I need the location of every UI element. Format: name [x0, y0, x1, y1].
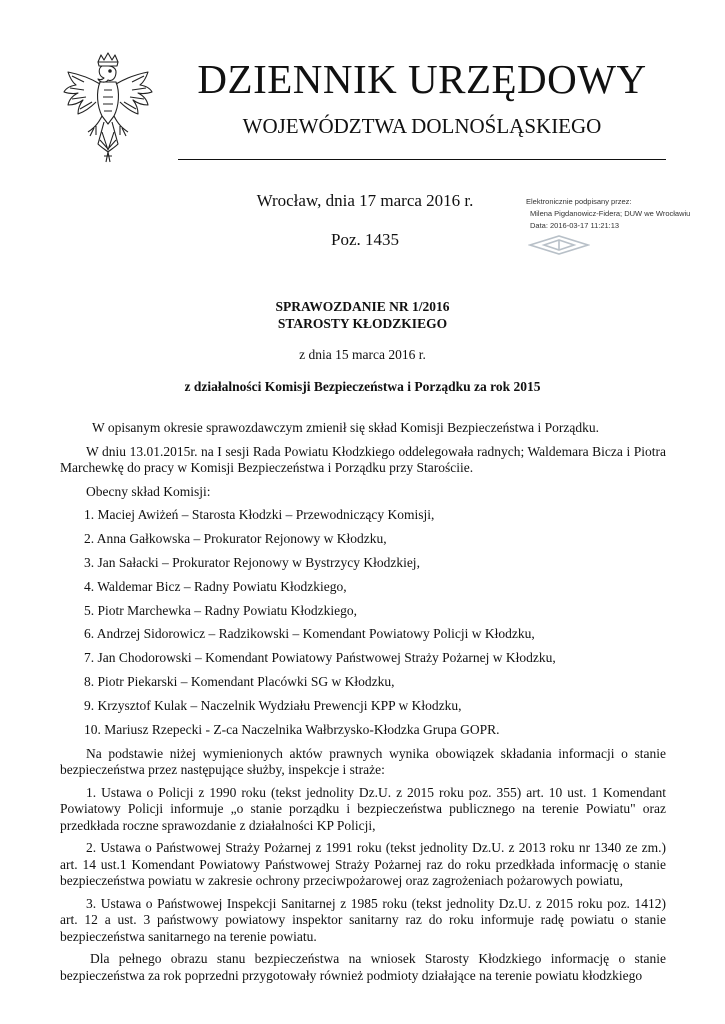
polish-eagle-emblem [60, 52, 156, 168]
paragraph-fire-service-act: 2. Ustawa o Państwowej Straży Pożarnej z 1991 roku (tekst jednolity Dz.U. z 2013 roku nr 1340 ze zm.) art. 14 ust.1 Komendant Powiatowy Państwowej Straży Pożarnej raz do roku przedkłada informację o stanie bezpieczeństwa powiatu w zakresie ochrony przeciwpożarowej oraz zagrożeniach pożarowych powiatu, [60, 840, 666, 889]
signature-signer: Milena Pigdanowicz-Fidera; DUW we Wrocławiu [530, 209, 691, 218]
masthead-divider [178, 159, 666, 160]
list-item: 10. Mariusz Rzepecki - Z-ca Naczelnika Wałbrzysko-Kłodzka Grupa GOPR. [84, 722, 500, 738]
report-subject: z działalności Komisji Bezpieczeństwa i Porządku za rok 2015 [184, 379, 541, 394]
report-date: z dnia 15 marca 2016 r. [299, 347, 426, 362]
report-title: SPRAWOZDANIE NR 1/2016 [275, 299, 450, 314]
paragraph-security-overview: Dla pełnego obrazu stanu bezpieczeństwa na wniosek Starosty Kłodzkiego informację o stanie bezpieczeństwa za rok poprzedni przygotowały również podmioty działające na terenie powiatu kłodzkiego [60, 951, 666, 983]
document-body [60, 420, 666, 984]
signature-date: Data: 2016-03-17 11:21:13 [530, 221, 620, 230]
list-item: 3. Jan Sałacki – Prokurator Rejonowy w Bystrzycy Kłodzkiej, [84, 554, 420, 570]
list-item: 7. Jan Chodorowski – Komendant Powiatowy Państwowej Straży Pożarnej w Kłodzku, [84, 650, 556, 666]
electronic-signature [526, 196, 696, 232]
signature-mark-icon [528, 234, 590, 256]
signature-label: Elektronicznie podpisany przez: [526, 197, 632, 206]
paragraph-delegation: W dniu 13.01.2015r. na I sesji Rada Powiatu Kłodzkiego oddelegowała radnych; Waldemara Bicza i Piotra Marchewkę do pracy w Komisji Bezpieczeństwa i Porządku przy Starościie. [60, 443, 666, 475]
list-item: 1. Maciej Awiżeń – Starosta Kłodzki – Przewodniczący Komisji, [84, 507, 435, 522]
list-item: 6. Andrzej Sidorowicz – Radzikowski – Komendant Powiatowy Policji w Kłodzku, [84, 626, 535, 642]
position-number: Poz. 1435 [331, 230, 399, 249]
journal-title: DZIENNIK URZĘDOWY [197, 56, 647, 102]
list-item: 9. Krzysztof Kulak – Naczelnik Wydziału Prewencji KPP w Kłodzku, [84, 698, 462, 714]
paragraph-legal-basis: Na podstawie niżej wymienionych aktów prawnych wynika obowiązek składania informacji o stanie bezpieczeństwa przez następujące służby, inspekcje i straże: [60, 745, 666, 778]
list-item: 4. Waldemar Bicz – Radny Powiatu Kłodzkiego, [84, 578, 347, 594]
paragraph-members-intro: Obecny skład Komisji: [86, 483, 211, 499]
journal-subtitle: WOJEWÓDZTWA DOLNOŚLĄSKIEGO [242, 114, 602, 138]
paragraph-composition-change: W opisanym okresie sprawozdawczym zmienił się skład Komisji Bezpieczeństwa i Porządku. [92, 420, 599, 435]
list-item: 2. Anna Gałkowska – Prokurator Rejonowy w Kłodzku, [84, 530, 387, 546]
list-item: 8. Piotr Piekarski – Komendant Placówki SG w Kłodzku, [84, 674, 395, 690]
list-item: 5. Piotr Marchewka – Radny Powiatu Kłodzkiego, [84, 602, 357, 618]
publication-date: Wrocław, dnia 17 marca 2016 r. [256, 191, 474, 210]
committee-members-list [60, 507, 666, 739]
report-author: STAROSTY KŁODZKIEGO [277, 316, 448, 331]
paragraph-police-act: 1. Ustawa o Policji z 1990 roku (tekst jednolity Dz.U. z 2015 roku poz. 355) art. 10 ust. 1 Komendant Powiatowy Policji informuje „o stanie porządku i bezpieczeństwa publicznego na terenie Powiatu" oraz przedkłada roczne sprawozdanie z działalności KP Policji, [60, 784, 666, 833]
paragraph-sanitary-act: 3. Ustawa o Państwowej Inspekcji Sanitarnej z 1985 roku (tekst jednolity Dz.U. z 2015 roku poz. 1412) art. 12 a ust. 3 państwowy powiatowy inspektor sanitarny raz do roku informuje radę powiatu o stanie bezpieczeństwa sanitarnego na terenie powiatu. [60, 895, 666, 944]
